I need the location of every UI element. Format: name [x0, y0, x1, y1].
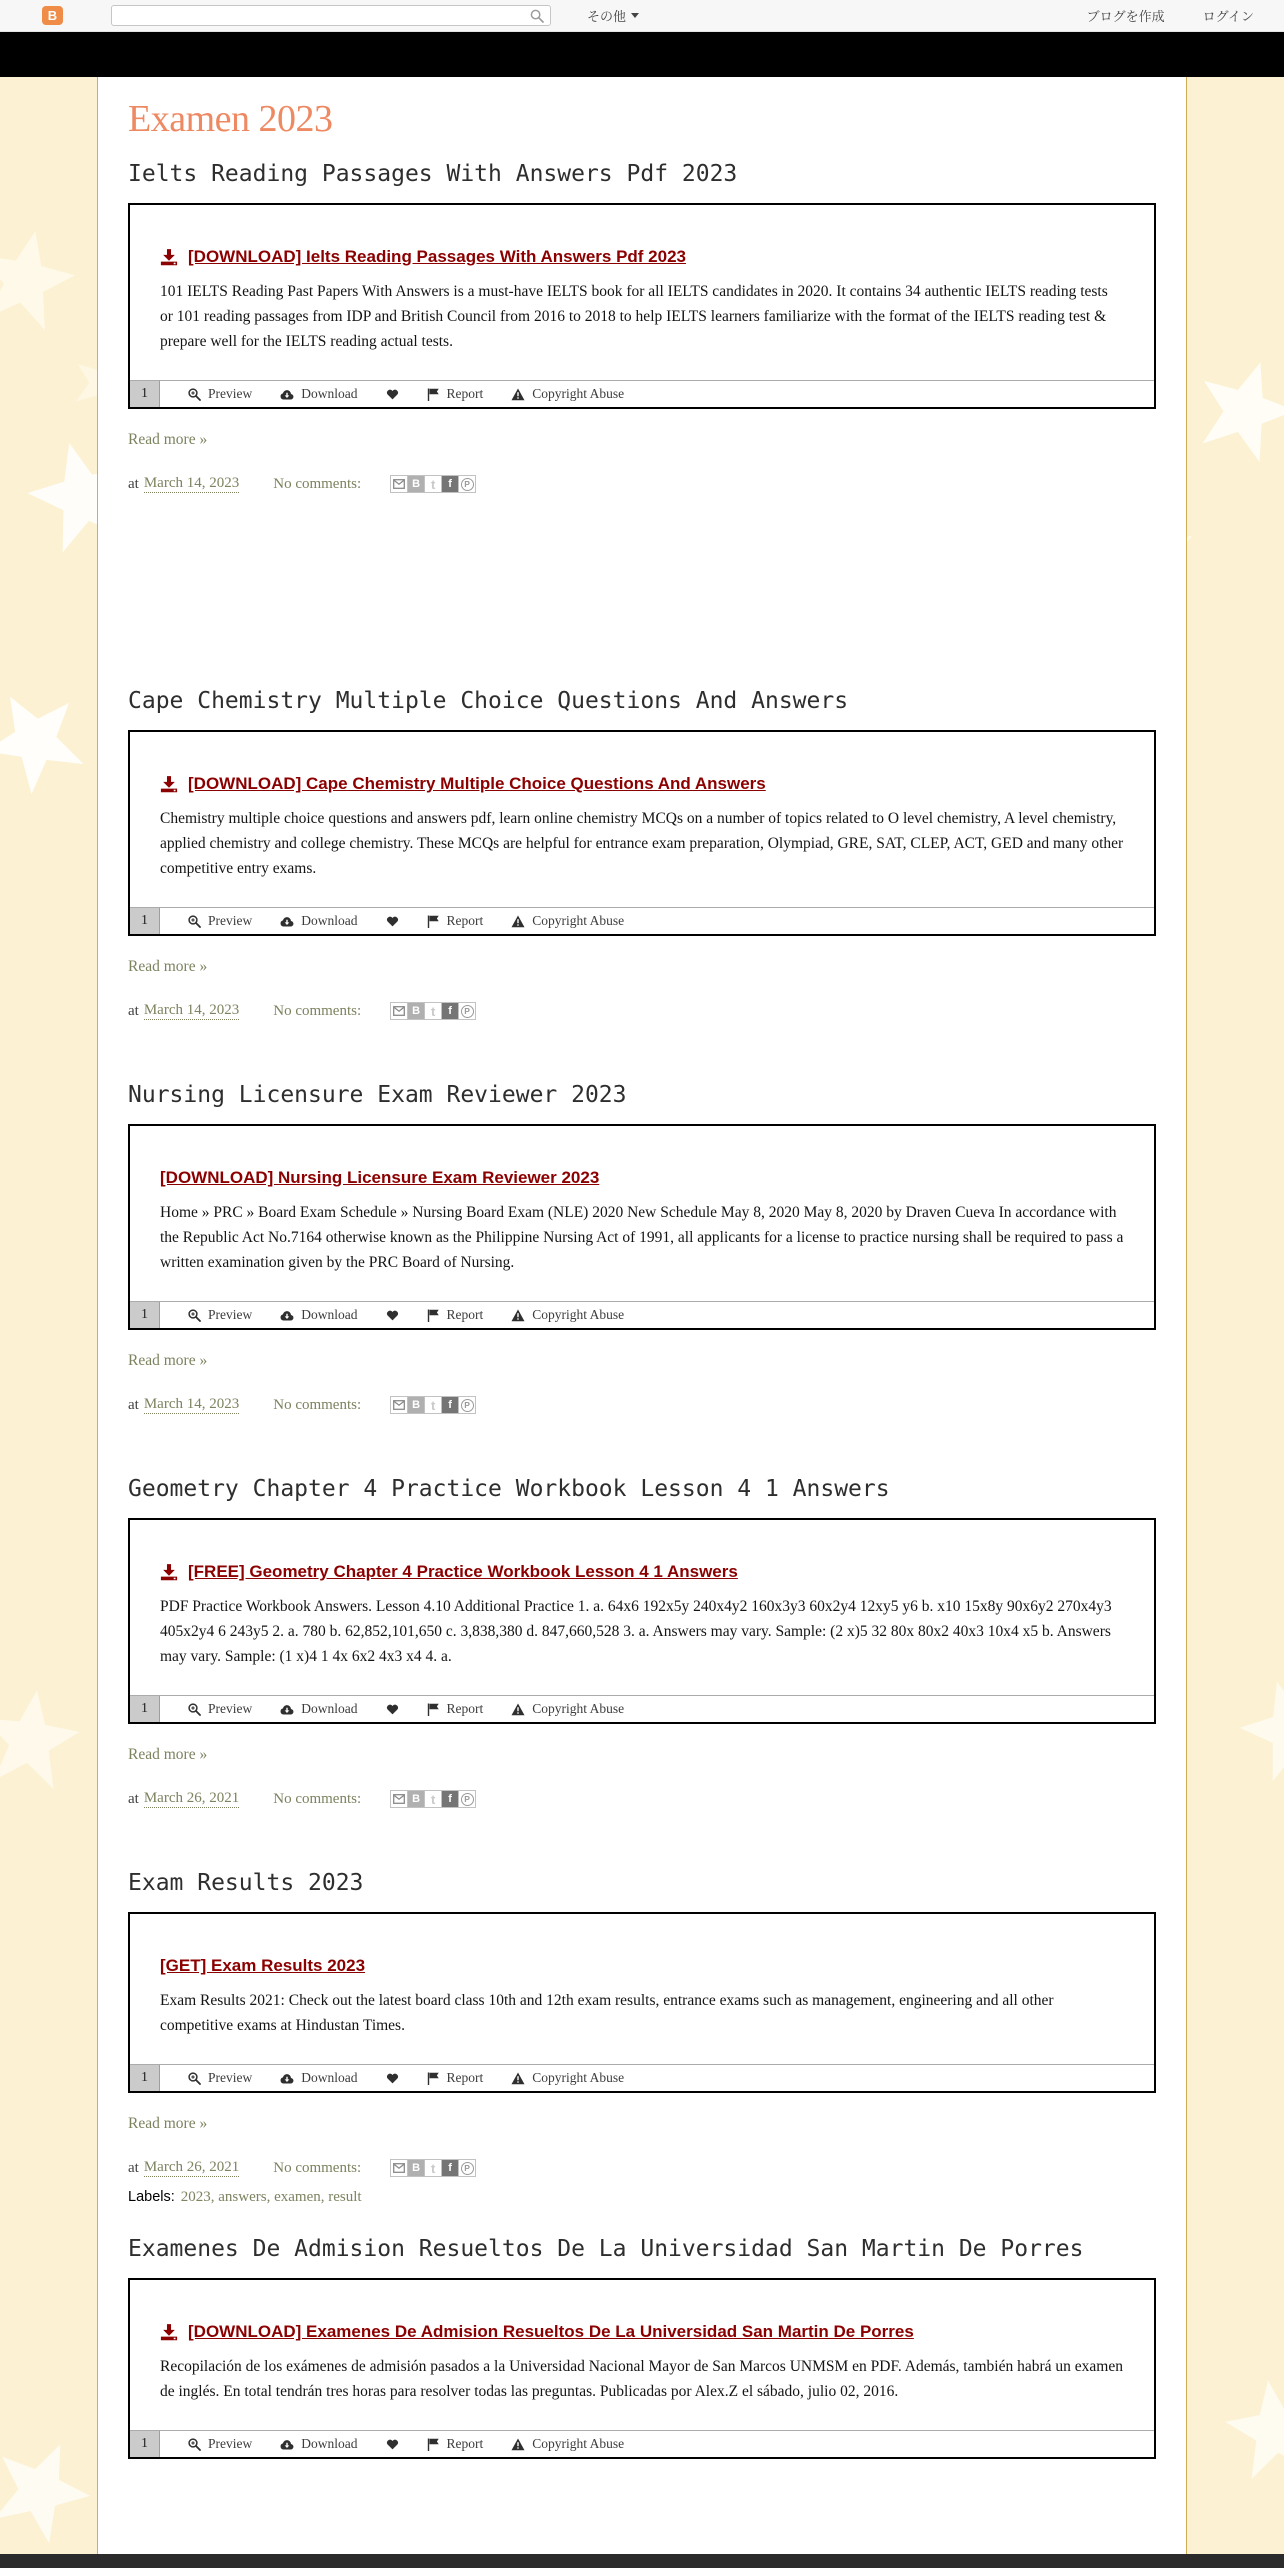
page-number: 1 [130, 2431, 160, 2457]
heart-icon [386, 2438, 399, 2450]
favorite-button[interactable] [386, 1703, 399, 1715]
label-link[interactable]: answers , [218, 2189, 274, 2205]
blogthis-share-icon[interactable]: B [407, 2159, 425, 2177]
post [128, 1082, 1156, 1414]
post-title-link[interactable]: Geometry Chapter 4 Practice Workbook Lesson 4 1 Answers [128, 1476, 890, 1502]
report-button[interactable]: Report [427, 2070, 484, 2086]
pinterest-share-icon[interactable]: P [458, 475, 476, 493]
page-number: 1 [130, 908, 160, 934]
chevron-down-icon [631, 13, 639, 18]
read-more-link[interactable]: Read more » [128, 2115, 208, 2132]
blogthis-share-icon[interactable]: B [407, 1396, 425, 1414]
label-link[interactable]: result [328, 2189, 362, 2205]
embed-toolbar [130, 1695, 1154, 1722]
page-number: 1 [130, 1696, 160, 1722]
cloud-download-icon [280, 1309, 294, 1322]
download-icon [160, 1564, 178, 1581]
document-description: Home » PRC » Board Exam Schedule » Nursing Board Exam (NLE) 2020 New Schedule May 8, 2020 May 8, 2020 by Draven Cueva In accordance with the Republic Act No.7164 otherwise known as the Philippine Nursing Act of 1991, all applicants for a license to practice nursing shall be required to pass a written examination given by the PRC Board of Nursing. [160, 1204, 1124, 1271]
flag-icon [427, 2438, 440, 2451]
cloud-download-icon [280, 388, 294, 401]
preview-button[interactable]: Preview [188, 1307, 252, 1323]
document-description: Exam Results 2021: Check out the latest board class 10th and 12th exam results, entrance exams such as management, engineering and all other competitive exams at Hindustan Times. [160, 1992, 1054, 2034]
report-button[interactable]: Report [427, 386, 484, 402]
cloud-download-icon [280, 2438, 294, 2451]
twitter-share-icon[interactable]: t [424, 1396, 442, 1414]
blogthis-share-icon[interactable]: B [407, 1002, 425, 1020]
email-share-icon[interactable] [390, 2159, 408, 2177]
blogthis-share-icon[interactable]: B [407, 1790, 425, 1808]
document-description: PDF Practice Workbook Answers. Lesson 4.10 Additional Practice 1. a. 64x6 192x5y 240x4y2 160x3y3 60x2y4 12xy5 y6 b. x10 15x8y 90x6y2 270x4y3 405x2y4 6 243y5 2. a. 780 b. 62,852,101,650 c. 3,838,380 d. 847,660,528 3. a. Answers may vary. Sample: (2 x)5 32 80x 80x2 40x3 10x4 x5 b. Answers may vary. Sample: (1 x)4 1 4x 6x2 4x3 x4 4. a. [160, 1598, 1112, 1665]
warning-triangle-icon [511, 388, 525, 401]
label-link[interactable]: examen , [274, 2189, 328, 2205]
label-link[interactable]: 2023 , [181, 2189, 219, 2205]
cloud-download-icon [280, 2072, 294, 2085]
navbar-search-box[interactable] [111, 5, 551, 26]
read-more-link[interactable]: Read more » [128, 1352, 208, 1369]
download-document-link[interactable]: [FREE] Geometry Chapter 4 Practice Workbook Lesson 4 1 Answers [188, 1562, 738, 1581]
navbar-more-menu[interactable] [587, 6, 639, 25]
header-black-band [0, 32, 1284, 77]
warning-triangle-icon [511, 2438, 525, 2451]
post-title-link[interactable]: Cape Chemistry Multiple Choice Questions And Answers [128, 688, 849, 714]
download-icon [160, 2324, 178, 2341]
pinterest-share-icon[interactable]: P [458, 2159, 476, 2177]
blogger-logo[interactable]: B [42, 6, 63, 25]
comments-link[interactable]: No comments: [273, 475, 362, 492]
post-title-link[interactable]: Exam Results 2023 [128, 1870, 364, 1896]
post [128, 688, 1156, 1020]
zoom-in-icon [188, 2438, 201, 2451]
favorite-button[interactable] [386, 915, 399, 927]
preview-button[interactable]: Preview [188, 2436, 252, 2452]
email-share-icon[interactable] [390, 1790, 408, 1808]
email-share-icon[interactable] [390, 1396, 408, 1414]
post-title-link[interactable]: Nursing Licensure Exam Reviewer 2023 [128, 1082, 627, 1108]
favorite-button[interactable] [386, 388, 399, 400]
facebook-share-icon[interactable]: f [441, 1790, 459, 1808]
download-button[interactable]: Download [280, 1701, 357, 1717]
at-label: at [128, 2159, 139, 2176]
document-description: Recopilación de los exámenes de admisión pasados a la Universidad Nacional Mayor de San Marcos UNMSM en PDF. Además, también habrá un examen de inglés. En total tendrán tres horas para resolver todas las preguntas. Publicadas por Alex.Z el sábado, julio 02, 2016. [160, 2358, 1123, 2400]
cloud-download-icon [280, 915, 294, 928]
post [128, 1476, 1156, 1808]
twitter-share-icon[interactable]: t [424, 475, 442, 493]
post-title-link[interactable]: Ielts Reading Passages With Answers Pdf 2023 [128, 161, 738, 187]
post [128, 2236, 1156, 2459]
favorite-button[interactable] [386, 2072, 399, 2084]
copyright-abuse-button[interactable]: Copyright Abuse [511, 913, 624, 929]
pinterest-share-icon[interactable]: P [458, 1790, 476, 1808]
twitter-share-icon[interactable]: t [424, 1790, 442, 1808]
report-button[interactable]: Report [427, 1701, 484, 1717]
zoom-in-icon [188, 915, 201, 928]
download-document-link[interactable]: [DOWNLOAD] Nursing Licensure Exam Reviewer 2023 [160, 1168, 600, 1187]
warning-triangle-icon [511, 2072, 525, 2085]
at-label: at [128, 475, 139, 492]
download-icon [160, 249, 178, 266]
read-more-link[interactable]: Read more » [128, 958, 208, 975]
blogger-navbar [0, 0, 1284, 32]
label-links [181, 2189, 362, 2206]
favorite-button[interactable] [386, 2438, 399, 2450]
pinterest-share-icon[interactable]: P [458, 1002, 476, 1020]
download-button[interactable]: Download [280, 386, 357, 402]
document-description: 101 IELTS Reading Past Papers With Answers is a must-have IELTS book for all IELTS candidates in 2020. It contains 34 authentic IELTS reading tests or 101 reading passages from IDP and British Council from 2016 to 2018 to help IELTS learners familiarize with the format of the IELTS reading test & prepare well for the IELTS reading actual tests. [160, 283, 1108, 350]
share-buttons [391, 475, 476, 493]
blogthis-share-icon[interactable]: B [407, 475, 425, 493]
embed-toolbar [130, 2064, 1154, 2091]
at-label: at [128, 1396, 139, 1413]
main-content-column [97, 77, 1187, 2554]
facebook-share-icon[interactable]: f [441, 475, 459, 493]
search-input[interactable] [112, 6, 530, 25]
share-buttons [391, 2159, 476, 2177]
cloud-download-icon [280, 1703, 294, 1716]
copyright-abuse-button[interactable]: Copyright Abuse [511, 1701, 624, 1717]
download-icon [160, 776, 178, 793]
flag-icon [427, 1309, 440, 1322]
post-title-link[interactable]: Examenes De Admision Resueltos De La Universidad San Martin De Porres [128, 2236, 1084, 2262]
download-button[interactable]: Download [280, 2070, 357, 2086]
document-description: Chemistry multiple choice questions and answers pdf, learn online chemistry MCQs on a number of topics related to O level chemistry, A level chemistry, applied chemistry and college chemistry. These MCQs are helpful for entrance exam preparation, Olympiad, GRE, SAT, CLEP, ACT, GED and many other competitive entry exams. [160, 810, 1124, 877]
document-embed [128, 1912, 1156, 2093]
page-number: 1 [130, 1302, 160, 1328]
email-share-icon[interactable] [390, 475, 408, 493]
at-label: at [128, 1790, 139, 1807]
share-buttons [391, 1396, 476, 1414]
post-meta [128, 1002, 1156, 1020]
zoom-in-icon [188, 2072, 201, 2085]
blog-title[interactable]: Examen 2023 [128, 98, 333, 140]
flag-icon [427, 388, 440, 401]
warning-triangle-icon [511, 915, 525, 928]
twitter-share-icon[interactable]: t [424, 2159, 442, 2177]
heart-icon [386, 1703, 399, 1715]
download-button[interactable]: Download [280, 2436, 357, 2452]
flag-icon [427, 915, 440, 928]
document-embed [128, 203, 1156, 409]
embed-toolbar [130, 1301, 1154, 1328]
twitter-share-icon[interactable]: t [424, 1002, 442, 1020]
share-buttons [391, 1002, 476, 1020]
facebook-share-icon[interactable]: f [441, 1396, 459, 1414]
post-date-link[interactable]: March 14, 2023 [143, 1002, 240, 1018]
comments-link[interactable]: No comments: [273, 2159, 362, 2176]
share-buttons [391, 1790, 476, 1808]
zoom-in-icon [188, 388, 201, 401]
pinterest-share-icon[interactable]: P [458, 1396, 476, 1414]
preview-button[interactable]: Preview [188, 1701, 252, 1717]
post-date-link[interactable]: March 26, 2021 [143, 2159, 240, 2175]
flag-icon [427, 1703, 440, 1716]
at-label: at [128, 1002, 139, 1019]
post-meta [128, 475, 1156, 493]
heart-icon [386, 2072, 399, 2084]
post-date-link[interactable]: March 14, 2023 [143, 1396, 240, 1412]
email-share-icon[interactable] [390, 1002, 408, 1020]
warning-triangle-icon [511, 1309, 525, 1322]
document-embed [128, 1124, 1156, 1330]
navbar-more-label: その他 [587, 9, 627, 24]
favorite-button[interactable] [386, 1309, 399, 1321]
post-date-link[interactable]: March 26, 2021 [143, 1790, 240, 1806]
search-icon [530, 9, 544, 23]
labels-prefix: Labels: [128, 2189, 175, 2205]
post-meta [128, 2159, 1156, 2177]
embed-toolbar [130, 2430, 1154, 2457]
facebook-share-icon[interactable]: f [441, 1002, 459, 1020]
flag-icon [427, 2072, 440, 2085]
heart-icon [386, 388, 399, 400]
post-meta [128, 1396, 1156, 1414]
read-more-link[interactable]: Read more » [128, 1746, 208, 1763]
download-button[interactable]: Download [280, 913, 357, 929]
create-blog-link[interactable]: ブログを作成 [1086, 9, 1165, 24]
report-button[interactable]: Report [427, 1307, 484, 1323]
copyright-abuse-button[interactable]: Copyright Abuse [511, 386, 624, 402]
post-meta [128, 1790, 1156, 1808]
embed-toolbar [130, 380, 1154, 407]
zoom-in-icon [188, 1703, 201, 1716]
post [128, 1870, 1156, 2206]
embed-toolbar [130, 907, 1154, 934]
zoom-in-icon [188, 1309, 201, 1322]
download-button[interactable]: Download [280, 1307, 357, 1323]
page-number: 1 [130, 2065, 160, 2091]
document-embed [128, 1518, 1156, 1724]
preview-button[interactable]: Preview [188, 386, 252, 402]
download-document-link[interactable]: [DOWNLOAD] Examenes De Admision Resueltos De La Universidad San Martin De Porres [188, 2322, 914, 2341]
copyright-abuse-button[interactable]: Copyright Abuse [511, 2070, 624, 2086]
page-number: 1 [130, 381, 160, 407]
footer-dark-band [0, 2554, 1284, 2568]
warning-triangle-icon [511, 1703, 525, 1716]
document-embed [128, 2278, 1156, 2459]
facebook-share-icon[interactable]: f [441, 2159, 459, 2177]
post [128, 161, 1156, 493]
copyright-abuse-button[interactable]: Copyright Abuse [511, 2436, 624, 2452]
report-button[interactable]: Report [427, 913, 484, 929]
download-document-link[interactable]: [DOWNLOAD] Cape Chemistry Multiple Choice Questions And Answers [188, 774, 766, 793]
heart-icon [386, 915, 399, 927]
report-button[interactable]: Report [427, 2436, 484, 2452]
heart-icon [386, 1309, 399, 1321]
read-more-link[interactable]: Read more » [128, 431, 208, 448]
preview-button[interactable]: Preview [188, 913, 252, 929]
labels-row [128, 2189, 1156, 2206]
comments-link[interactable]: No comments: [273, 1790, 362, 1807]
download-document-link[interactable]: [GET] Exam Results 2023 [160, 1956, 366, 1975]
download-document-link[interactable]: [DOWNLOAD] Ielts Reading Passages With Answers Pdf 2023 [188, 247, 686, 266]
login-link[interactable]: ログイン [1202, 9, 1254, 24]
document-embed [128, 730, 1156, 936]
preview-button[interactable]: Preview [188, 2070, 252, 2086]
comments-link[interactable]: No comments: [273, 1002, 362, 1019]
copyright-abuse-button[interactable]: Copyright Abuse [511, 1307, 624, 1323]
comments-link[interactable]: No comments: [273, 1396, 362, 1413]
post-date-link[interactable]: March 14, 2023 [143, 475, 240, 491]
